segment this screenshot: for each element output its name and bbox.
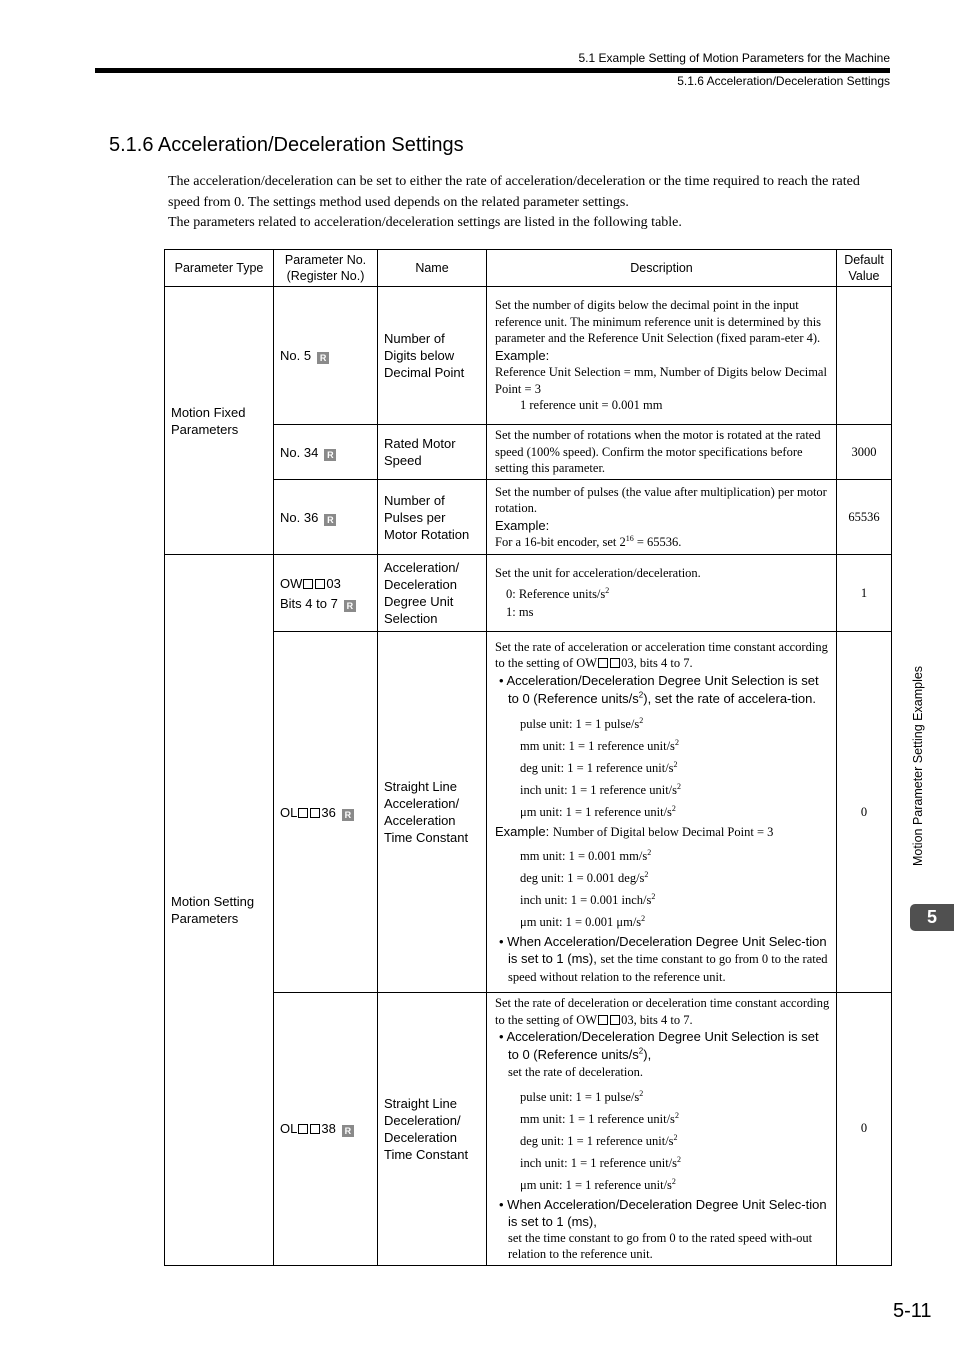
register-badge-icon: R	[342, 809, 354, 821]
param-no-cell: OL 36 R	[274, 632, 378, 993]
default-value-cell: 1	[837, 555, 892, 632]
param-name-cell: Acceleration/ Deceleration Degree Unit Selection	[378, 555, 487, 632]
placeholder-box-icon	[303, 579, 313, 589]
register-badge-icon: R	[344, 600, 356, 612]
param-description-cell: Set the rate of deceleration or deceleration time constant according to the setting of OW 03, bits 4 to 7. • Acceleration/Deceleration Degree Unit Selection is set to 0 (Reference units/$s^2$), set the rate of deceleration. pulse unit: 1 = 1 pulse/$s^2$ mm unit: 1 = 1 reference unit/$s^2$ deg unit: 1 = 1 reference unit/$s^2$ inch unit: 1 = 1 reference unit/$s^2$ μm unit: 1 = 1 reference unit/$s^2$ • When Acceleration/Deceleration Degree Unit Selec-tion is set to 1 (ms), set the time constant to go from 0 to the rated speed with-out relation to the reference unit.	[487, 993, 837, 1266]
section-title: 5.1.6 Acceleration/Deceleration Settings	[109, 134, 464, 156]
chapter-side-tab	[906, 648, 930, 884]
header-default-value: Default Value	[837, 250, 892, 287]
placeholder-box-icon	[315, 579, 325, 589]
chapter-number-badge: 5	[910, 904, 954, 931]
default-value-cell: 0	[837, 993, 892, 1266]
param-name-cell: Straight Line Acceleration/ Acceleration Time Constant	[378, 632, 487, 993]
table-row	[165, 287, 892, 425]
table-row	[165, 425, 892, 480]
param-no-cell: No. 5 R	[274, 287, 378, 425]
placeholder-box-icon	[598, 1015, 608, 1025]
placeholder-box-icon	[310, 1124, 320, 1134]
default-value-cell: 65536	[837, 480, 892, 555]
placeholder-box-icon	[298, 808, 308, 818]
header-parameter-type: Parameter Type	[165, 250, 274, 287]
chapter-side-tab-label: Motion Parameter Setting Examples	[911, 665, 925, 867]
param-no-cell: OL 38 R	[274, 993, 378, 1266]
table-row	[165, 480, 892, 555]
param-description-cell: Set the number of digits below the decimal point in the input reference unit. The minimum reference unit is determined by this parameter and the Reference Unit Selection (fixed param-eter 4). Example: Reference Unit Selection = mm, Number of Digits below Decimal Point = 3 1 reference unit = 0.001 mm	[487, 287, 837, 425]
default-value-cell	[837, 287, 892, 425]
page-number: 5-11	[893, 1300, 932, 1322]
param-name-cell: Rated Motor Speed	[378, 425, 487, 480]
table-row	[165, 993, 892, 1266]
running-header-subsection: 5.1.6 Acceleration/Deceleration Settings	[677, 74, 890, 88]
param-description-cell: Set the unit for acceleration/deceleration. 0: Reference units/$s^2$ 1: ms	[487, 555, 837, 632]
parameter-table	[164, 249, 892, 1266]
param-no-cell: No. 36 R	[274, 480, 378, 555]
default-value-cell: 3000	[837, 425, 892, 480]
header-description: Description	[487, 250, 837, 287]
group-motion-setting-parameters: Motion Setting Parameters	[165, 555, 274, 1266]
param-description-cell: Set the number of rotations when the motor is rotated at the rated speed (100% speed). Confirm the motor specifications before setting this parameter.	[487, 425, 837, 480]
intro-text	[168, 172, 890, 234]
param-description-cell: Set the rate of acceleration or acceleration time constant according to the setting of OW 03, bits 4 to 7. • Acceleration/Deceleration Degree Unit Selection is set to 0 (Reference units/$s^2$), set the rate of accelera-tion. pulse unit: 1 = 1 pulse/$s^2$ mm unit: 1 = 1 reference unit/$s^2$ deg unit: 1 = 1 reference unit/$s^2$ inch unit: 1 = 1 reference unit/$s^2$ μm unit: 1 = 1 reference unit/$s^2$ Example: Number of Digital below Decimal Point = 3 mm unit: 1 = 0.001 $mm/s^2$ deg unit: 1 = 0.001 deg/$s^2$ inch unit: 1 = 0.001 inch/$s^2$ μm unit: 1 = 0.001 $\mu m/s^2$ • When Acceleration/Deceleration Degree Unit Selec-tion is set to 1 (ms), set the time constant to go from 0 to the rated speed without relation to the reference unit.	[487, 632, 837, 993]
placeholder-box-icon	[298, 1124, 308, 1134]
placeholder-box-icon	[310, 808, 320, 818]
param-no-cell: OW 03 Bits 4 to 7 R	[274, 555, 378, 632]
param-name-cell: Straight Line Deceleration/ Deceleration Time Constant	[378, 993, 487, 1266]
intro-paragraph-1: The acceleration/deceleration can be set to either the rate of acceleration/deceleration or the time required to reach the rated speed from 0. The settings method used depends on the related parameter settings.	[168, 174, 860, 210]
default-value-cell: 0	[837, 632, 892, 993]
header-parameter-no: Parameter No. (Register No.)	[274, 250, 378, 287]
register-badge-icon: R	[342, 1125, 354, 1137]
header-rule	[95, 68, 890, 73]
table-row	[165, 555, 892, 632]
group-motion-fixed-parameters: Motion Fixed Parameters	[165, 287, 274, 555]
placeholder-box-icon	[610, 1015, 620, 1025]
placeholder-box-icon	[598, 658, 608, 668]
placeholder-box-icon	[610, 658, 620, 668]
table-header-row	[165, 250, 892, 287]
param-description-cell: Set the number of pulses (the value after multiplication) per motor rotation. Example: For a 16-bit encoder, set $2^{16} = 65536$.	[487, 480, 837, 555]
param-name-cell: Number of Digits below Decimal Point	[378, 287, 487, 425]
param-no-cell: No. 34 R	[274, 425, 378, 480]
register-badge-icon: R	[317, 352, 329, 364]
register-badge-icon: R	[324, 514, 336, 526]
register-badge-icon: R	[324, 449, 336, 461]
table-row	[165, 632, 892, 993]
param-name-cell: Number of Pulses per Motor Rotation	[378, 480, 487, 555]
header-name: Name	[378, 250, 487, 287]
intro-paragraph-2: The parameters related to acceleration/deceleration settings are listed in the following table.	[168, 215, 682, 230]
running-header-section: 5.1 Example Setting of Motion Parameters for the Machine	[578, 51, 890, 65]
